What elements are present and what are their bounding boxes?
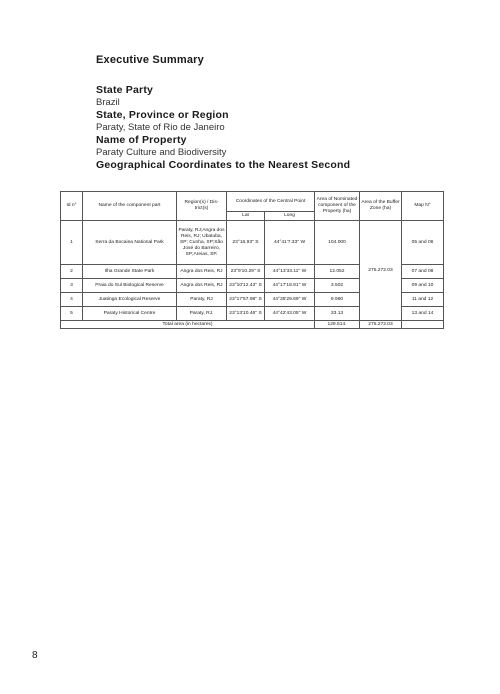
cell-lat: 23°9'10.29'' S [227,265,265,279]
cell-region: Paraty, RJ. [177,307,227,321]
cell-map: 05 and 06 [402,221,444,265]
cell-area: 104.000 [315,221,360,265]
total-buffer: 275.272.03 [360,321,402,329]
summary-heading: Executive Summary [96,54,204,66]
cell-area: 33.13 [315,307,360,321]
property-label: Name of Property [96,134,187,146]
header-id: Id n° [61,192,83,221]
region-label: State, Province or Region [96,109,229,121]
cell-map: 13 and 14 [402,307,444,321]
cell-lat: 23°17'57.98'' S [227,293,265,307]
page-number: 8 [32,650,38,661]
executive-summary [96,54,416,172]
component-parts-table [60,191,444,329]
cell-region: Paraty, RJ [177,293,227,307]
cell-area: 3.502 [315,279,360,293]
cell-name: Serra da Bocaina National Park [83,221,177,265]
header-map: Map N° [402,192,444,221]
cell-id: 5 [61,307,83,321]
header-area: Area of Nominated component of the Property (ha) [315,192,360,221]
header-long: Long [265,212,315,221]
state-party-value: Brazil [96,97,120,108]
property-value: Paraty Culture and Biodiversity [96,147,227,158]
cell-map: 07 and 08 [402,265,444,279]
coordinates-label: Geographical Coordinates to the Nearest Second [96,159,351,171]
cell-buffer-zone: 275.272.03 [360,221,402,321]
table-total-row [61,321,444,329]
table-row [61,221,444,265]
cell-long: 44°42'43.05'' W [265,307,315,321]
region-value: Paraty, State of Rio de Janeiro [96,122,225,133]
cell-area: 9.960 [315,293,360,307]
cell-lat: 23°13'10.46'' S [227,307,265,321]
cell-name: Praia do Sul Biological Reserve [83,279,177,293]
header-lat: Lat [227,212,265,221]
cell-id: 4 [61,293,83,307]
cell-id: 1 [61,221,83,265]
cell-lat: 23°16,93'' S [227,221,265,265]
header-coordinates: Coordinates of the Central Point [227,192,315,212]
cell-name: Ilha Grande State Park [83,265,177,279]
cell-area: 12.052 [315,265,360,279]
cell-name: Paraty Historical Centre [83,307,177,321]
total-map-empty [402,321,444,329]
cell-id: 3 [61,279,83,293]
cell-region: Angra dos Reis, RJ [177,265,227,279]
total-label: Total area (in hectares) [61,321,315,329]
cell-map: 09 and 10 [402,279,444,293]
cell-region: Paraty, RJ;Angra dos Reis, RJ; Ubatuba, SP; Cunha, SP;São José do Barreiro, SP;Areias, SP. [177,221,227,265]
cell-long: 44°35'29.69'' W [265,293,315,307]
table-header-row [61,192,444,212]
cell-long: 44°17'18.91'' W [265,279,315,293]
cell-long: 44°41'7.33'' W [265,221,315,265]
state-party-label: State Party [96,84,154,96]
header-name: Name of the component part [83,192,177,221]
cell-id: 2 [61,265,83,279]
cell-name: Juatinga Ecological Reserve [83,293,177,307]
cell-long: 44°13'33.11'' W [265,265,315,279]
header-buffer: Area of the Buffer Zone (ha) [360,192,402,221]
cell-map: 11 and 12 [402,293,444,307]
total-area: 129.514. [315,321,360,329]
cell-lat: 23°10'12.43'' S [227,279,265,293]
header-region: Region(s) / Dis-trict(s) [177,192,227,221]
cell-region: Angra dos Reis, RJ [177,279,227,293]
